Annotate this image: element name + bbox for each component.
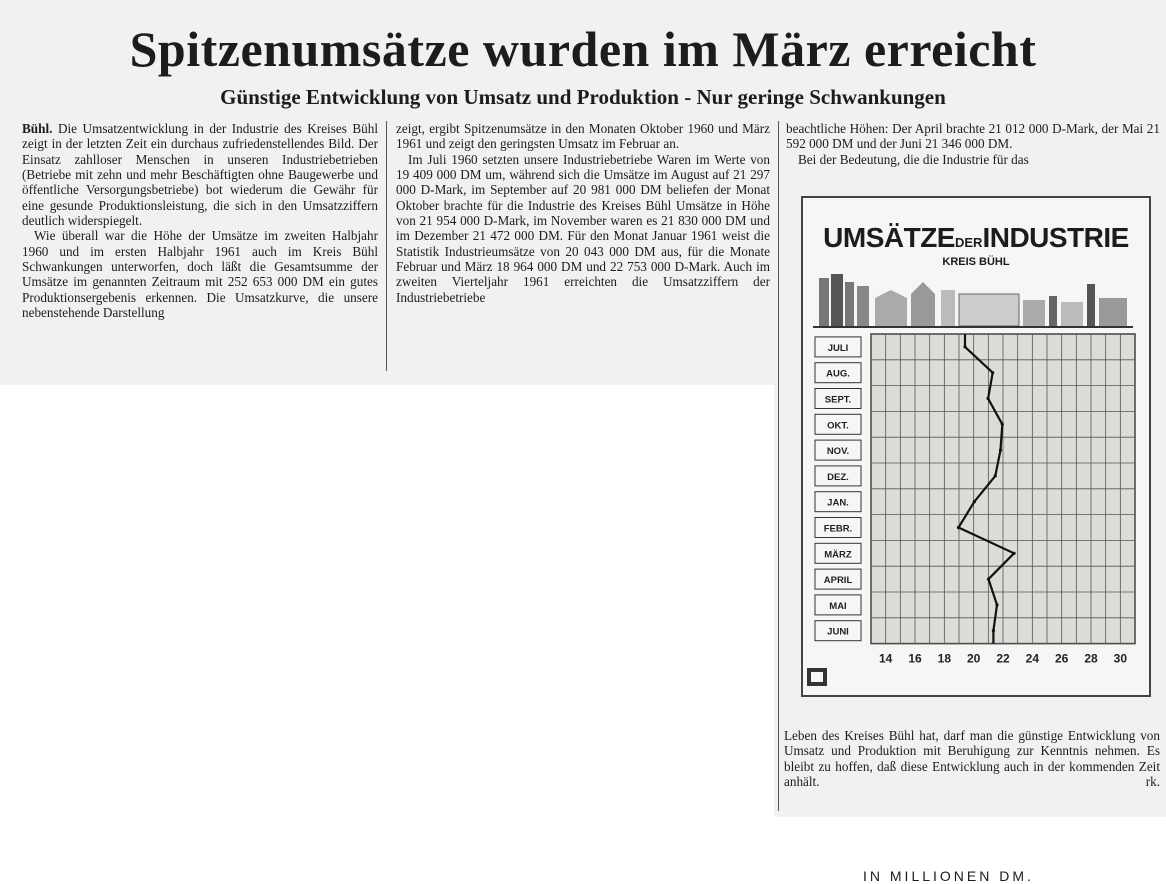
chart-plot xyxy=(803,198,1149,695)
month-label: FEBR. xyxy=(823,523,853,535)
x-tick-label: 16 xyxy=(908,651,922,666)
month-label: DEZ. xyxy=(827,471,849,483)
data-point xyxy=(973,500,976,503)
paragraph-text: Leben des Kreises Bühl hat, darf man die günstige Entwicklung von Umsatz und Produktion mit Beruhigung zur Kenntnis nehmen. Es bleibt zu hoffen, daß diese Entwicklung auch in der kommenden Zeit anhält. xyxy=(784,728,1160,790)
article-column-1 xyxy=(22,121,378,320)
article-column-3 xyxy=(786,121,1160,167)
month-label: MAI xyxy=(829,600,847,612)
month-label: OKT. xyxy=(827,420,849,432)
month-label: APRIL xyxy=(823,575,853,587)
data-point xyxy=(957,526,960,529)
subheadline: Günstige Entwicklung von Umsatz und Produktion - Nur geringe Schwankungen xyxy=(220,85,946,109)
data-point xyxy=(991,371,994,374)
x-tick-label: 18 xyxy=(937,651,952,666)
article-column-2 xyxy=(396,121,770,305)
paragraph: Wie überall war die Höhe der Umsätze im zweiten Halbjahr 1960 und im ersten Halbjahr 1961 auch im Kreis Bühl Schwankungen unterworfen, doch läßt die Gesamtsumme der Umsätze im genannten Zeitraum mit 252 653 000 DM ein gutes Produktionsergebenis erkennen. Die Umsatzkurve, die unsere nebenstehende Darstellung xyxy=(22,228,378,321)
x-tick-label: 14 xyxy=(878,651,893,666)
month-label: JULI xyxy=(827,342,849,354)
data-point xyxy=(963,345,966,348)
data-point xyxy=(987,578,990,581)
chart-title-part: INDUSTRIE xyxy=(982,222,1129,253)
paragraph xyxy=(22,121,378,228)
x-tick-label: 20 xyxy=(966,651,981,666)
paragraph-text: Die Umsatzentwicklung in der Industrie des Kreises Bühl zeigt in der letzten Zeit ein durchaus zufriedenstellendes Bild. Der Einsatz zahlloser Menschen in unseren Industriebetrieben (Betriebe mit zehn und mehr Beschäftigten ohne Baugewerbe und öffentliche Versorgungsbetriebe) bot wiederum die Gewähr für eine gesunde Produktionsleistung, die sich in den Umsatzziffern deutlich widerspiegelt. xyxy=(22,121,379,229)
skyline-illustration xyxy=(813,274,1133,327)
x-tick-label: 28 xyxy=(1084,651,1098,666)
x-tick-label: 24 xyxy=(1025,651,1040,666)
month-label: JUNI xyxy=(827,626,849,638)
chart-subtitle: KREIS BÜHL xyxy=(942,256,1010,268)
chart-title-part: UMSÄTZE xyxy=(823,222,955,253)
month-label: JAN. xyxy=(827,497,849,509)
month-label: NOV. xyxy=(826,446,850,458)
month-labels xyxy=(815,337,861,641)
headline: Spitzenumsätze wurden im März erreicht xyxy=(129,21,1037,77)
data-point xyxy=(992,629,995,632)
author-signoff: rk. xyxy=(1145,774,1160,790)
month-label: AUG. xyxy=(826,368,850,380)
paragraph: beachtliche Höhen: Der April brachte 21 012 000 D-Mark, der Mai 21 592 000 DM und der Juni 21 346 000 DM. xyxy=(786,121,1160,152)
dateline: Bühl. xyxy=(22,121,53,136)
paragraph xyxy=(784,728,1160,789)
chart-grid xyxy=(871,334,1135,644)
data-point xyxy=(994,474,997,477)
column-divider xyxy=(386,121,387,371)
x-tick-label: 30 xyxy=(1113,651,1128,666)
x-tick-labels xyxy=(879,652,1127,666)
paragraph: Im Juli 1960 setzten unsere Industriebetriebe Waren im Werte von 19 409 000 DM um, während sich die Umsätze im August auf 21 297 000 D-Mark, im September auf 20 981 000 DM beliefen der Monat Oktober brachte für die Industrie des Kreises Bühl Umsätze in Höhe von 21 954 000 D-Mark, im November waren es 21 830 000 DM und im Dezember 21 472 000 DM. Für den Monat Januar 1961 weist die Statistik Industrieumsätze von 20 043 000 DM aus, für die Monate Februar und März 18 964 000 DM und 22 753 000 D-Mark. Auch im zweiten Vierteljahr 1961 erreichten die Umsatzziffern der Industriebetriebe xyxy=(396,151,770,305)
data-point xyxy=(999,449,1002,452)
data-point xyxy=(986,397,989,400)
month-label: MÄRZ xyxy=(824,549,852,561)
logo-icon xyxy=(807,668,827,686)
article-column-3-continued xyxy=(784,728,1160,789)
data-point xyxy=(1012,552,1015,555)
paragraph: zeigt, ergibt Spitzenumsätze in den Monaten Oktober 1960 und März 1961 und zeigt den geringsten Umsatz im Februar an. xyxy=(396,121,770,152)
chart-title-part: DER xyxy=(954,235,983,250)
column-divider xyxy=(778,121,779,811)
x-tick-label: 26 xyxy=(1054,651,1069,666)
data-point xyxy=(1001,423,1004,426)
paragraph: Bei der Bedeutung, die die Industrie für das xyxy=(798,151,1029,167)
x-tick-label: 22 xyxy=(996,651,1010,666)
month-label: SEPT. xyxy=(824,394,852,406)
data-point xyxy=(995,603,998,606)
x-axis-label: IN MILLIONEN DM. xyxy=(863,868,1034,884)
